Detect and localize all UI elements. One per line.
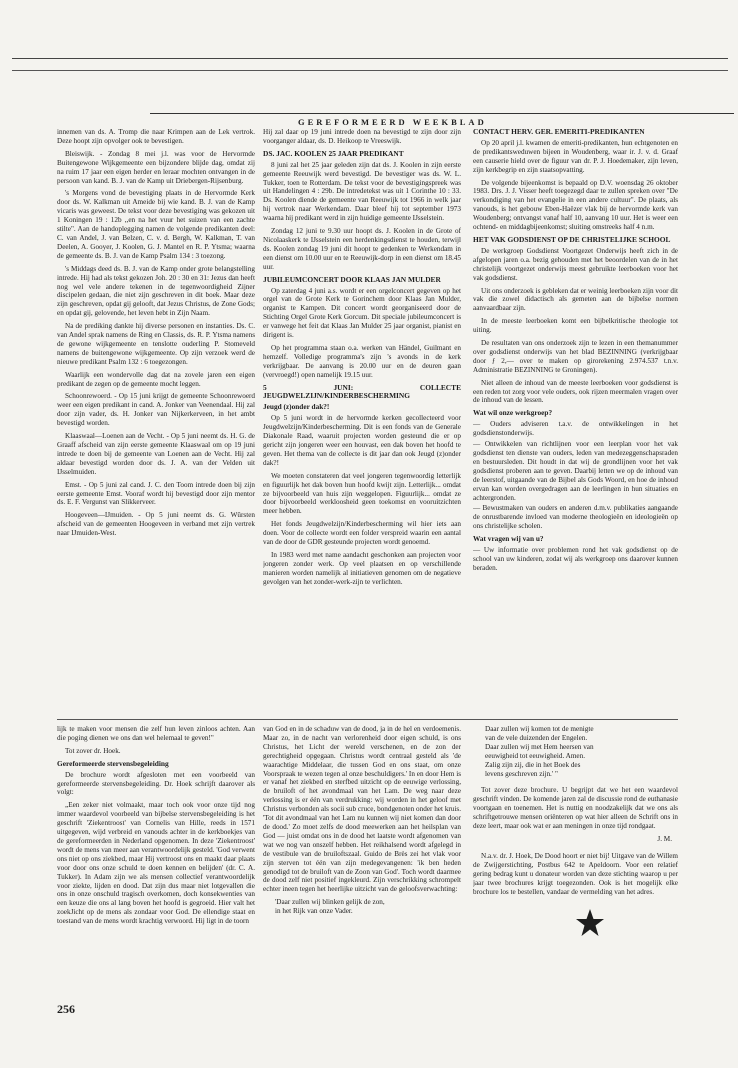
quote-line: Daar zullen wij met Hem heersen van (485, 742, 594, 751)
paragraph: Zondag 12 juni te 9.30 uur hoopt ds. J. Koolen in de Grote of Nicolaaskerk te IJsselstein een herdenkingsdienst te houden, terwijl ds. Koolen zondag 19 juni dit hoopt te gedenken te Werkendam in een dienst om 10.00 uur en te Reeuwijk-dorp in een dienst om 18.45 uur. (263, 227, 461, 271)
section-subheading: Wat wil onze werkgroep? (473, 408, 553, 418)
column-1 (57, 128, 255, 716)
bottom-column-2 (263, 725, 461, 1025)
paragraph: De volgende bijeenkomst is bepaald op D.V. woensdag 26 oktober 1983. Drs. J. J. Visser heeft toegezegd daar te zullen spreken over "De verkondiging van het evangelie in een andere cultuur". De plaats, als vanouds, is het gebouw Eben-Haëzer vlak bij de hervormde kerk van Woudenberg; ontvangst vanaf half 10, aanvang 10 uur. Het is weer een ochtend- en middagbijeenkomst; sluiting omstreeks half 4 n.m. (473, 178, 678, 232)
bottom-column-3 (473, 725, 678, 1025)
paragraph: De brochure wordt afgesloten met een voorbeeld van gereformeerde stervensbegeleiding. Dr. Hoek schrijft daarover als volgt: (57, 770, 255, 797)
author-signature: J. M. (657, 834, 672, 843)
quote-line: eeuwigheid tot eeuwigheid. Amen. (485, 751, 585, 760)
quote-line: Daar zullen wij komen tot de menigte (485, 725, 594, 733)
paragraph: Uit ons onderzoek is gebleken dat er weinig leerboeken zijn voor dit vak die zowel didactisch als gemeten aan de bijbelse normen aanvaardbaar zijn. (473, 286, 678, 313)
section-heading: Gereformeerde stervensbegeleiding (57, 758, 169, 768)
paragraph: We moeten constateren dat veel jongeren tegenwoordig letterlijk en figuurlijk het dak boven hun hoofd kwijt zijn. Letterlijk... omdat ze bijvoorbeeld van huis zijn weggelopen. Figuurlijk... omdat ze door bijvoorbeeld werkloosheid geen toekomst en vooruitzichten meer hebben. (263, 471, 461, 516)
paragraph: Tot zover deze brochure. U begrijpt dat we het een waardevol geschrift vinden. De komende jaren zal de discussie rond de euthanasie voortgaan en toenemen. Het is nuttig en noodzakelijk dat we ons als schriftgetrouwe mensen oriënteren op wat hier alleen de Schrift ons in deze leert, maar ook wat er aan meningen in onze tijd rondgaat. (473, 786, 678, 831)
paragraph: In 1983 werd met name aandacht geschonken aan projecten voor jongeren zonder werk. Op veel plaatsen en op verschillende manieren worden namelijk al initiatieven genomen om de negatieve gevolgen van het zonder-werk-zijn te verlichten. (263, 550, 461, 586)
section-heading: HET VAK GODSDIENST OP DE CHRISTELIJKE SCHOOL (473, 234, 671, 244)
quote-line: in het Rijk van onze Vader. (275, 907, 353, 916)
paragraph: 8 juni zal het 25 jaar geleden zijn dat ds. J. Koolen in zijn eerste gemeente Reeuwijk werd bevestigd. De bevestiger was ds. W. L. Tukker, toen te Rotterdam. De tekst voor de bevestigingspreek was uit Handelingen 4 : 29b. De intredetekst was uit 1 Corinthe 10 : 33. Ds. Koolen diende de gemeente van Reeuwijk tot 1966 in welk jaar hij vertrok naar Werkendam. Daar bleef hij tot september 1973 waarna hij predikant werd in zijn huidige gemeente IJsselstein. (263, 160, 461, 223)
paragraph: Waarlijk een wondervolle dag dat na zovele jaren een eigen predikant de zegen op de gemeente mocht leggen. (57, 370, 255, 388)
section-heading: 5 JUNI: COLLECTE JEUGDWELZIJN/KINDERBESCHERMING (263, 382, 461, 401)
paragraph: Niet alleen de inhoud van de meeste leerboeken voor godsdienst is een reden tot zorg voor vele ouders, ook rijzen meermalen vragen over de inhoud van de lessen. (473, 378, 678, 405)
paragraph: Klaaswaal—Loenen aan de Vecht. - Op 5 juni neemt ds. H. G. de Graaff afscheid van zijn eerste gemeente Klaaswaal om op 19 juni intrede te doen bij de gemeente van Loenen aan de Vecht. Hij zal aldaar bevestigd worden door ds. J. A. van der Velden uit IJsselmuiden. (57, 432, 255, 476)
list-item: — Ontwikkelen van richtlijnen voor een leerplan voor het vak godsdienst ten dienste van ouders, leden van medezeggenschapsraden en bestuursleden. Dit houdt in dat wij de grondlijnen voor het vak godsdienst proberen aan te geven. Daarbij letten we op de inhoud van de leerstof, uitgaande van de Bijbel als Gods Woord, en hoe de inhoud ervan kan worden overgedragen aan de leerlingen in hun situaties en achtergronden. (473, 440, 678, 502)
section-heading: CONTACT HERV. GER. EMERITI-PREDIKANTEN (473, 128, 645, 136)
page-number: 256 (57, 1002, 75, 1016)
paragraph: Bleiswijk. - Zondag 8 mei j.l. was voor de Hervormde Buitengewone Wijkgemeente een bijzondere blijde dag, omdat zij na ruim 17 jaar een eigen herder en leraar mochten ontvangen in de persoon van kand. B. J. van de Kamp uit Driebergen-Rijsenburg. (57, 149, 255, 185)
paragraph: Op het programma staan o.a. werken van Händel, Guilmant en hemzelf. Volledige programma's zijn 's avonds in de kerk verkrijgbaar. De aanvang is 20.00 uur en de deuren gaan (vervroegd!) open namelijk 19.15 uur. (263, 343, 461, 379)
running-header (150, 113, 734, 127)
page-top-rule (12, 58, 728, 59)
paragraph: Het fonds Jeugdwelzijn/Kinderbescherming wil hier iets aan doen. Voor de collecte wordt een folder verspreid waarin een aantal van de door de GDR gesteunde projecten wordt genoemd. (263, 520, 461, 547)
paragraph: N.a.v. dr. J. Hoek, De Dood hoort er niet bij! Uitgave van de Willem de Zwijgerstichting, Postbus 642 te Apeldoorn. Voor een relatief gering bedrag kunt u donateur worden van deze stichting waarop u per jaar twee brochures krijgt toegezonden. Ook is het mogelijk elke brochure los te bestellen, vandaar de vermelding van het adres. (473, 851, 678, 896)
paragraph: Tot zover dr. Hoek. (65, 746, 121, 755)
quote-line: Zalig zijn zij, die in het Boek des (485, 760, 581, 769)
page-top-rule-2 (12, 70, 728, 71)
quote-line: 'Daar zullen wij blinken gelijk de zon, (275, 898, 385, 907)
header-title: GEREFORMEERD WEEKBLAD (298, 117, 487, 127)
paragraph: De resultaten van ons onderzoek zijn te lezen in een themanummer over godsdienst onderwijs van het blad BEZINNING (verkrijgbaar door ƒ 2,— over te maken op girorekening 2.974.537 t.n.v. Administratie BEZINNING te Groningen). (473, 339, 678, 374)
list-item: — Uw informatie over problemen rond het vak godsdienst op de school van uw kinderen, zodat wij als werkgroep ons daarover kunnen beraden. (473, 546, 678, 572)
paragraph: In de meeste leerboeken komt een bijbelkritische theologie tot uiting. (473, 317, 678, 335)
column-2 (263, 128, 461, 716)
quote-line: levens geschreven zijn.' " (485, 769, 558, 778)
section-subheading: Wat vragen wij van u? (473, 534, 544, 544)
paragraph: Op 5 juni wordt in de hervormde kerken gecollecteerd voor Jeugdwelzijn/Kinderbescherming. Dit is een fonds van de Generale Diakonale Raad, waaruit projecten worden gesteund die er op gericht zijn jongeren weer een houvast, een dak boven het hoofd te geven. Het thema van de collecte is dit jaar dan ook Jeugd (z)onder dak?! (263, 414, 461, 467)
paragraph: „Een zeker niet volmaakt, maar toch ook voor onze tijd nog immer waardevol voorbeeld van bijbelse stervensbegeleiding is het geschrift 'Ziekentroost' van Cornelis van Hille, reeds in 1571 uitgegeven, wijd verbreid en vanouds achter in de kerkboekjes van de gereformeerden in Nederland opgenomen. In deze 'Ziekentroost' wordt de mens van meer aan verantwoordelijk gesteld. 'God verwent ons niet op ons ziekbed, maar Hij vertroost ons en maakt daar plaats voor door ons onze schuld te doen kennen en belijden' (dr. C. A. Tukker). In Adam zijn we als mensen collectief verantwoordelijk voor ziekte, lijden en dood. Dat zijn dus maar niet lotgevallen die ons in onze onschuld tragisch overkomen, doch konsekwenties van een keuze die ons al lang boven het hoofd is gegroeid. Hier valt het zoekJicht op de mens als zondaar voor God. De ellendige staat en toestand van de mens wordt krachtig verwoord. Hij ligt in de toorn (57, 801, 255, 926)
paragraph: 's Middags deed ds. B. J. van de Kamp onder grote belangstelling intrede. Hij had als tekst gekozen Joh. 20 : 30 en 31: Jezus dan heeft nog wel vele andere tekenen in de tegenwoordigheid Zijner discipelen gedaan, die niet zijn geschreven in dit boek. Maar deze zijn geschreven, opdat gij gelooft, dat Jezus Christus, de Zone Gods; en opdat gij, gelovende, het leven hebt in Zijn Naam. (57, 264, 255, 318)
section-subheading: Jeugd (z)onder dak?! (263, 402, 330, 412)
section-heading: DS. JAC. KOOLEN 25 JAAR PREDIKANT (263, 148, 404, 158)
bottom-column-1 (57, 725, 255, 1025)
paragraph: Op zaterdag 4 juni a.s. wordt er een orgelconcert gegeven op het orgel van de Grote Kerk te Gorinchem door Klaas Jan Mulder, organist te Kampen. Dit concert wordt georganiseerd door de Stichting Orgel Grote Kerk Gorcum. Dit speciale jubileumconcert is er vanwege het feit dat Klaas Jan Mulder 25 jaar organist, pianist en dirigent is. (263, 286, 461, 340)
column-3 (473, 128, 678, 716)
list-item: — Bewustmaken van ouders en anderen d.m.v. publikaties aangaande de onrustbarende invloed van moderne theologieën en ideologieën op ons christelijke scholen. (473, 504, 678, 531)
paragraph: Op 20 april j.l. kwamen de emeriti-predikanten, hun echtgenoten en de predikantsweduwen bijeen in Woudenberg, waar ir. J. v. d. Graaf een causerie hield over de figuur van dr. P. J. Hoedemaker, zijn leven, zijn kerkbegrip en zijn staatsopvatting. (473, 138, 678, 174)
paragraph: Na de prediking dankte hij diverse personen en instanties. Ds. C. van Andel sprak namens de Ring en Classis, ds. R. P. Ytsma namens de gewone wijkgemeente en tenslotte ouderling P. Stomeveld namens de buitengewone wijkgemeente. Op zijn verzoek werd de nieuwe predikant Psalm 132 : 6 toegezongen. (57, 322, 255, 366)
paragraph: Schoonrewoerd. - Op 15 juni krijgt de gemeente Schoonrewoerd weer een eigen predikant in cand. A. Jonker van Veenendaal. Hij zal door zijn vader, ds. H. Jonker van Nijkerkerveen, in het ambt bevestigd worden. (57, 392, 255, 428)
paragraph: De werkgroep Godsdienst Voortgezet Onderwijs heeft zich in de afgelopen jaren o.a. bezig gehouden met het beoordelen van de in het christelijk voortgezet onderwijs meest gebruikte leerboeken voor het vak godsdienst. (473, 246, 678, 282)
quote-line: van de vele duizenden der Engelen. (485, 733, 588, 742)
list (473, 420, 678, 531)
paragraph: van God en in de schaduw van de dood, ja in de hel en verdoemenis. Maar zo, in de nacht van verlorenheid door eigen schuld, is ons Christus, het Licht der wereld verschenen, en de zon der gerechtigheid opgegaan. Christus wordt centraal gesteld als 'de waarachtige Middelaar, die tussen God en ons staat, om onze Voorspraak te wezen tegen al onze beschuldigers.' In en door Hem is er vanaf het ziekbed en sterfbed uitzicht op de eeuwige verlossing, de bruiloft of het avondmaal van het Lam. De weg naar deze verlossing is er één van verdrukking: wij worden in het geloof met Christus verbonden als socii sub cruce, bondgenoten onder het kruis. 'Tot dit avondmaal van het Lam nu kunnen wij niet komen dan door de dood.' Zo moet zelfs de dood meewerken aan het heilsplan van God — juist omdat ons in de dood het laatste wordt afgenomen van wat we nog van onszelf hebben. Het reikhalsend wordt afgelegd in de vestibule van de bruiloftszaal. Guido de Brès zei het vlak voor zijn sterven tot één van zijn medegevangenen: 'ik ben heden genodigd tot de bruiloft van de Zoon van God'. Toch wordt daarmee de dood zelf niet positief ingekleurd. Zijn verschrikking schrompelt echter ineen tegen het heerlijke uitzicht van de geloofsverwachting: (263, 725, 461, 894)
paragraph: 's Morgens vond de bevestiging plaats in de Hervormde Kerk door ds. W. Kalkman uit Ameide bij wie kand. B. J. van de Kamp vicaris was geweest. De tekst voor deze bevestiging was gekozen uit 1 Koningen 19 : 12b ,,en na het vuur het suizen van een zachte stilte". Aan de handoplegging namen de volgende predikanten deel: C. van Andel, J. van Belzen, C. v. d. Bergh, W. Kalkman, T. van Deelen, A. Gooyer, J. Koolen, G. J. Mantel en R. P. Ytsma; waarna de gemeente ds. B. J. van de Kamp Psalm 134 : 3 toezong. (57, 189, 255, 260)
paragraph: lijk te maken voor mensen die zelf hun leven zinloos achten. Aan die poging dienen we ons dan wel helemaal te geven!" (57, 725, 255, 742)
list (473, 546, 678, 573)
section-divider (57, 719, 678, 720)
paragraph: Hoogeveen—IJmuiden. - Op 5 juni neemt ds. G. Wûrsten afscheid van de gemeenten Hoogeveen in verband met zijn vertrek naar IJmuiden-West. (57, 511, 255, 538)
star-ornament-icon (575, 908, 605, 938)
paragraph: Emst. - Op 5 juni zal cand. J. C. den Toom intrede doen bij zijn eerste gemeente Emst. Vooraf wordt hij bevestigd door zijn mentor ds. E. F. Vergunst van Slikkerveer. (57, 480, 255, 507)
section-heading: JUBILEUMCONCERT DOOR KLAAS JAN MULDER (263, 274, 441, 284)
paragraph: innemen van ds. A. Tromp die naar Krimpen aan de Lek vertrok. Deze hoopt zijn opvolger ook te bevestigen. (57, 128, 255, 145)
list-item: — Ouders adviseren t.a.v. de ontwikkelingen in het godsdienstonderwijs. (473, 420, 678, 438)
paragraph: Hij zal daar op 19 juni intrede doen na bevestigd te zijn door zijn voorganger aldaar, ds. D. Heikoop te Vreeswijk. (263, 128, 461, 145)
